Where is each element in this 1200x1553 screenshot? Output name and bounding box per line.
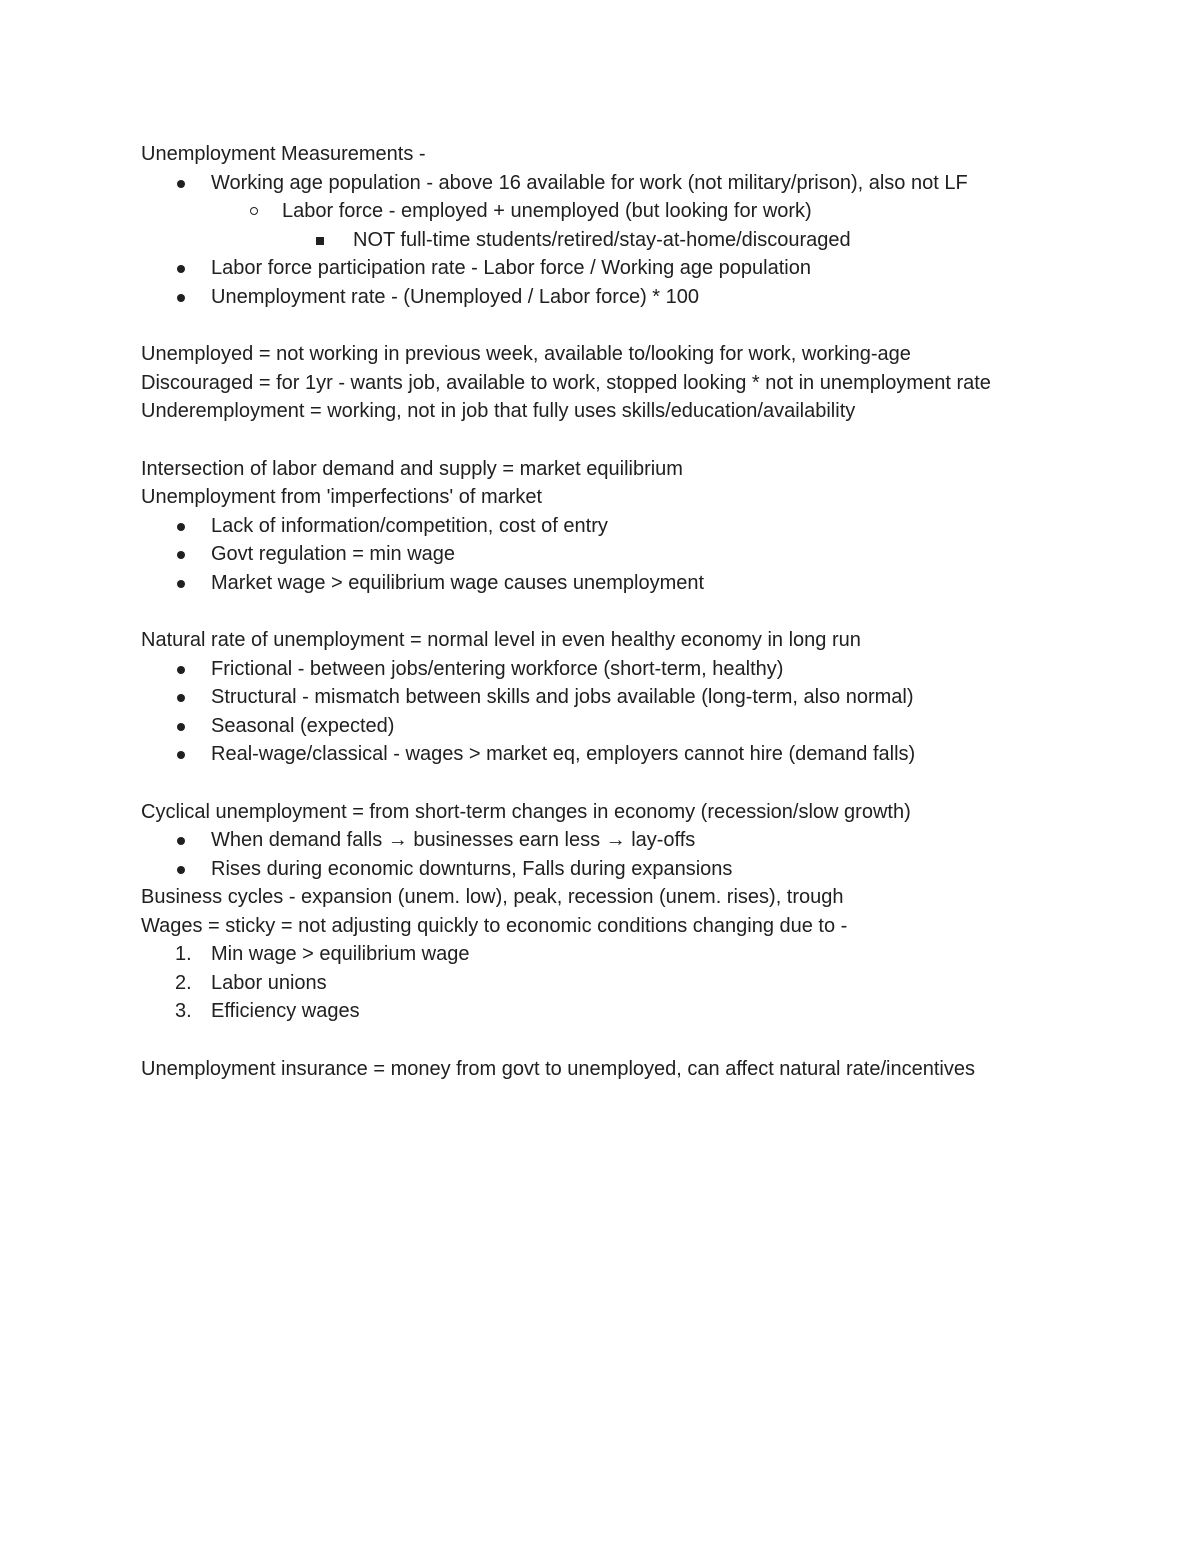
list-item-text: When demand falls → businesses earn less → lay-offs xyxy=(211,829,696,851)
numbered-item-text: Efficiency wages xyxy=(211,1000,360,1022)
bullet-dot-icon xyxy=(177,837,185,845)
definition-underemployment: Underemployment = working, not in job that fully uses skills/education/availability xyxy=(141,400,856,422)
bullet-square-icon xyxy=(316,237,324,245)
numbered-item-text: Min wage > equilibrium wage xyxy=(211,943,470,965)
list-item xyxy=(141,712,1101,741)
list-item-text: Working age population - above 16 available for work (not military/prison), also not LF xyxy=(211,171,968,194)
paragraph-gap xyxy=(141,311,1101,340)
numbered-item xyxy=(141,969,1101,998)
bullet-dot-icon xyxy=(177,294,185,302)
item-number: 2. xyxy=(175,971,192,994)
market-intersection: Intersection of labor demand and supply = market equilibrium xyxy=(141,457,683,480)
list-item xyxy=(141,169,1101,198)
numbered-item xyxy=(141,997,1101,1026)
measurements-heading: Unemployment Measurements - xyxy=(141,143,426,165)
list-item-text: Unemployment rate - (Unemployed / Labor force) * 100 xyxy=(211,285,700,308)
document-page xyxy=(141,140,1101,1083)
bullet-dot-icon xyxy=(177,723,185,731)
list-item xyxy=(141,855,1101,884)
bullet-dot-icon xyxy=(177,666,185,674)
numbered-item-text: Labor unions xyxy=(211,971,327,994)
list-item xyxy=(141,197,1101,226)
list-item xyxy=(141,283,1101,312)
list-item-text: Structural - mismatch between skills and jobs available (long-term, also normal) xyxy=(211,686,914,708)
list-item xyxy=(141,512,1101,541)
bullet-circle-icon xyxy=(250,207,258,215)
list-item xyxy=(141,683,1101,712)
sticky-wages: Wages = sticky = not adjusting quickly to economic conditions changing due to - xyxy=(141,914,848,937)
list-item xyxy=(141,254,1101,283)
paragraph-gap xyxy=(141,597,1101,626)
definition-unemployed: Unemployed = not working in previous week, available to/looking for work, working-age xyxy=(141,343,911,365)
list-item-text: Rises during economic downturns, Falls during expansions xyxy=(211,857,733,880)
list-item-text: Market wage > equilibrium wage causes unemployment xyxy=(211,571,705,594)
bullet-dot-icon xyxy=(177,523,185,531)
list-item xyxy=(141,655,1101,684)
list-item-text: Govt regulation = min wage xyxy=(211,543,456,565)
cyclical-heading: Cyclical unemployment = from short-term changes in economy (recession/slow growth) xyxy=(141,800,911,823)
numbered-item xyxy=(141,940,1101,969)
bullet-dot-icon xyxy=(177,265,185,273)
market-imperfections: Unemployment from 'imperfections' of market xyxy=(141,486,543,508)
list-item-text: Real-wage/classical - wages > market eq, employers cannot hire (demand falls) xyxy=(211,743,916,765)
list-item-text: Lack of information/competition, cost of entry xyxy=(211,514,608,537)
list-item-text: Seasonal (expected) xyxy=(211,714,395,737)
list-item xyxy=(141,826,1101,855)
list-item-text: NOT full-time students/retired/stay-at-home/discouraged xyxy=(353,228,851,251)
bullet-dot-icon xyxy=(177,751,185,759)
list-item xyxy=(141,740,1101,769)
list-item-text: Labor force participation rate - Labor force / Working age population xyxy=(211,257,811,279)
item-number: 3. xyxy=(175,1000,192,1022)
paragraph-gap xyxy=(141,426,1101,455)
definition-discouraged: Discouraged = for 1yr - wants job, available to work, stopped looking * not in unemployment rate xyxy=(141,371,991,394)
list-item xyxy=(141,540,1101,569)
bullet-dot-icon xyxy=(177,866,185,874)
bullet-dot-icon xyxy=(177,551,185,559)
unemployment-insurance: Unemployment insurance = money from govt to unemployed, can affect natural rate/incentives xyxy=(141,1057,975,1080)
natural-rate-heading: Natural rate of unemployment = normal level in even healthy economy in long run xyxy=(141,629,861,651)
bullet-dot-icon xyxy=(177,580,185,588)
list-item xyxy=(141,569,1101,598)
business-cycles: Business cycles - expansion (unem. low), peak, recession (unem. rises), trough xyxy=(141,886,844,908)
paragraph-gap xyxy=(141,769,1101,798)
item-number: 1. xyxy=(175,943,192,965)
bullet-dot-icon xyxy=(177,180,185,188)
list-item-text: Frictional - between jobs/entering workforce (short-term, healthy) xyxy=(211,657,784,680)
paragraph-gap xyxy=(141,1026,1101,1055)
list-item-text: Labor force - employed + unemployed (but looking for work) xyxy=(282,200,812,222)
bullet-dot-icon xyxy=(177,694,185,702)
list-item xyxy=(141,226,1101,255)
